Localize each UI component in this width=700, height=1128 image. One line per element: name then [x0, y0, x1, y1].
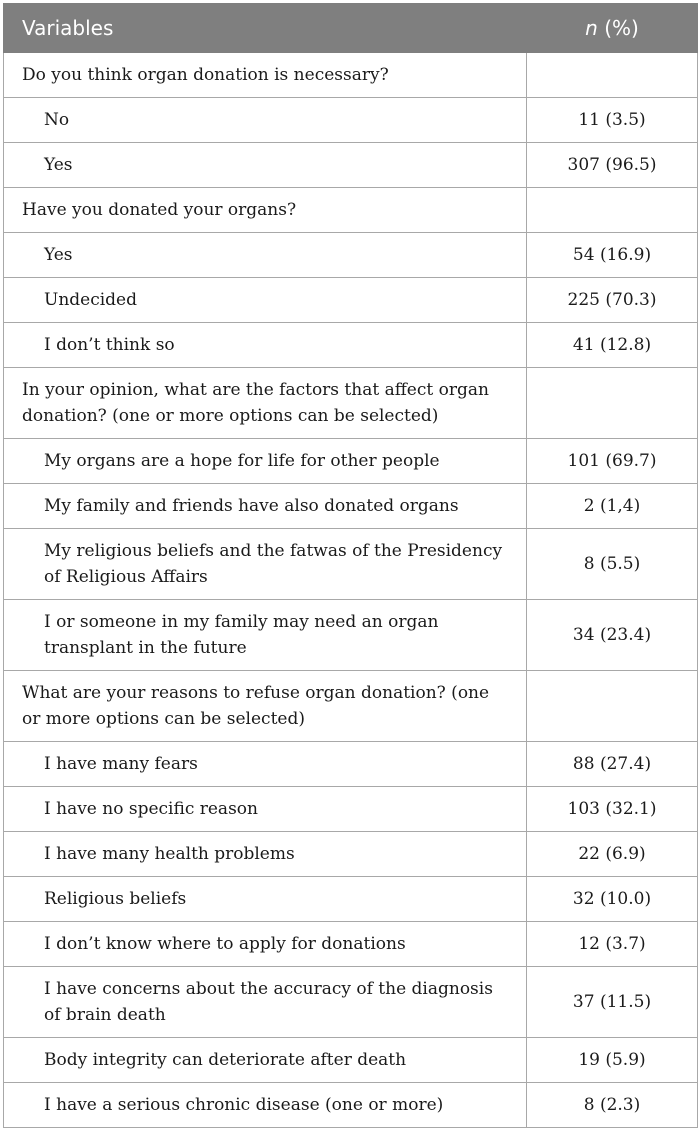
row-value: 101 (69.7) — [527, 439, 698, 484]
row-label: My organs are a hope for life for other people — [4, 439, 527, 484]
item-row — [4, 600, 698, 671]
category-row — [4, 188, 698, 233]
data-table — [3, 3, 698, 1128]
row-value: 12 (3.7) — [527, 922, 698, 967]
row-label: Religious beliefs — [4, 877, 527, 922]
item-row — [4, 529, 698, 600]
row-label: I or someone in my family may need an organ transplant in the future — [4, 600, 527, 671]
row-label: Yes — [4, 143, 527, 188]
row-label: I have many health problems — [4, 832, 527, 877]
item-row — [4, 1038, 698, 1083]
row-value: 41 (12.8) — [527, 323, 698, 368]
row-value: 2 (1,4) — [527, 484, 698, 529]
row-label: What are your reasons to refuse organ donation? (one or more options can be selected) — [4, 671, 527, 742]
row-label: I have no specific reason — [4, 787, 527, 832]
item-row — [4, 742, 698, 787]
row-value: 19 (5.9) — [527, 1038, 698, 1083]
item-row — [4, 484, 698, 529]
column-header-n-percent — [527, 4, 698, 53]
row-value: 307 (96.5) — [527, 143, 698, 188]
row-label: I have concerns about the accuracy of the diagnosis of brain death — [4, 967, 527, 1038]
item-row — [4, 439, 698, 484]
item-row — [4, 98, 698, 143]
row-value: 34 (23.4) — [527, 600, 698, 671]
item-row — [4, 832, 698, 877]
row-value: 88 (27.4) — [527, 742, 698, 787]
row-value: 225 (70.3) — [527, 278, 698, 323]
row-label: My family and friends have also donated organs — [4, 484, 527, 529]
header-row — [4, 4, 698, 53]
row-label: Have you donated your organs? — [4, 188, 527, 233]
n-symbol: n — [585, 16, 598, 40]
row-value: 8 (2.3) — [527, 1083, 698, 1128]
row-value — [527, 188, 698, 233]
row-label: I don’t think so — [4, 323, 527, 368]
row-value: 103 (32.1) — [527, 787, 698, 832]
item-row — [4, 967, 698, 1038]
row-value: 32 (10.0) — [527, 877, 698, 922]
row-label: I have many fears — [4, 742, 527, 787]
item-row — [4, 233, 698, 278]
item-row — [4, 323, 698, 368]
row-value: 54 (16.9) — [527, 233, 698, 278]
category-row — [4, 368, 698, 439]
row-label: Body integrity can deteriorate after death — [4, 1038, 527, 1083]
row-value: 8 (5.5) — [527, 529, 698, 600]
row-label: Yes — [4, 233, 527, 278]
row-label: I don’t know where to apply for donations — [4, 922, 527, 967]
row-label: In your opinion, what are the factors that affect organ donation? (one or more options can be selected) — [4, 368, 527, 439]
category-row — [4, 671, 698, 742]
row-value — [527, 671, 698, 742]
row-label: I have a serious chronic disease (one or more) — [4, 1083, 527, 1128]
row-value: 22 (6.9) — [527, 832, 698, 877]
item-row — [4, 278, 698, 323]
row-label: Do you think organ donation is necessary? — [4, 53, 527, 98]
column-header-variables: Variables — [4, 4, 527, 53]
row-value — [527, 368, 698, 439]
item-row — [4, 1083, 698, 1128]
row-label: No — [4, 98, 527, 143]
row-label: My religious beliefs and the fatwas of the Presidency of Religious Affairs — [4, 529, 527, 600]
row-value: 11 (3.5) — [527, 98, 698, 143]
percent-label: (%) — [597, 16, 639, 40]
row-value — [527, 53, 698, 98]
item-row — [4, 787, 698, 832]
item-row — [4, 143, 698, 188]
category-row — [4, 53, 698, 98]
row-value: 37 (11.5) — [527, 967, 698, 1038]
item-row — [4, 922, 698, 967]
row-label: Undecided — [4, 278, 527, 323]
item-row — [4, 877, 698, 922]
